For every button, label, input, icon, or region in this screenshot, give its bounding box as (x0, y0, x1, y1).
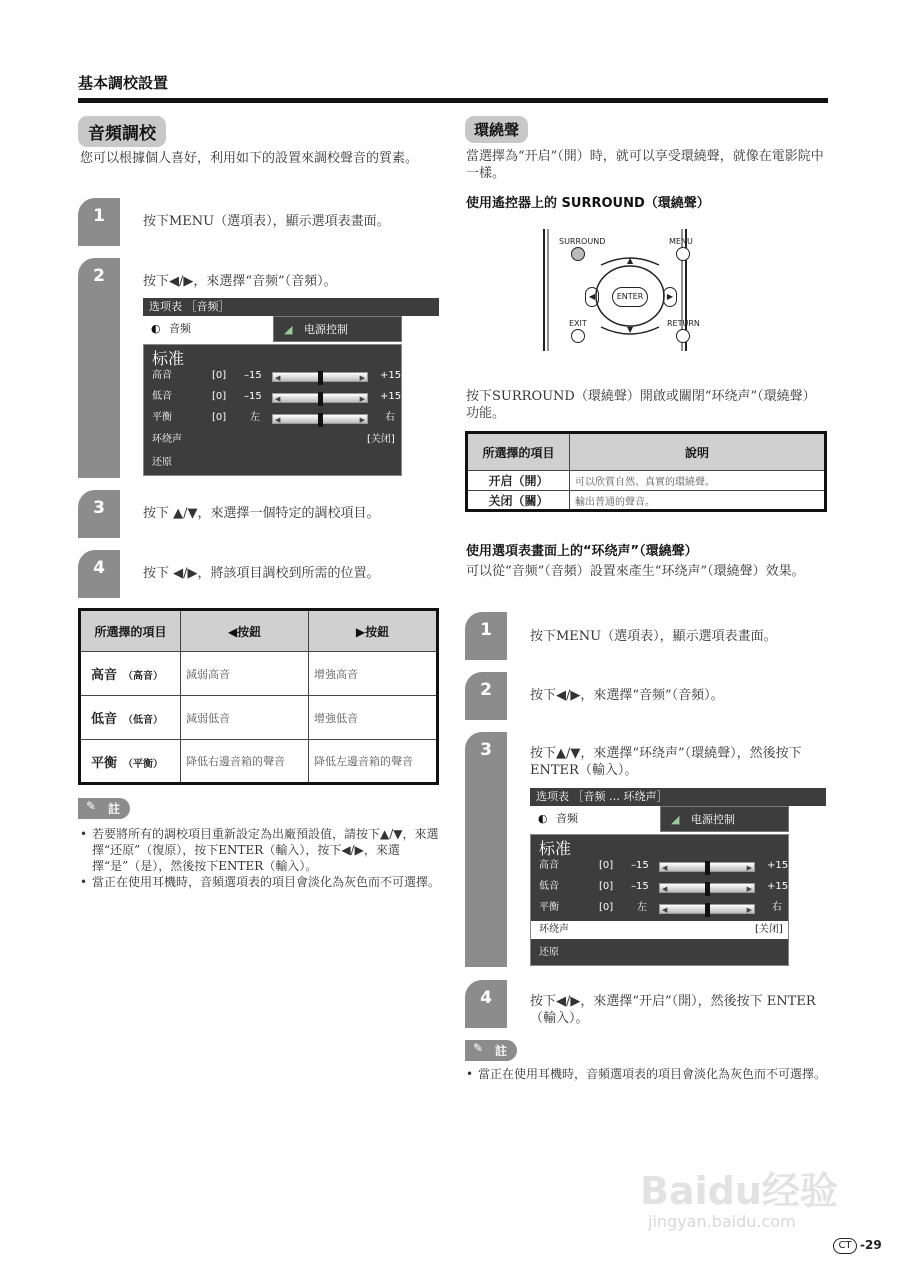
menu-header: 选项表 ［音频］ (143, 298, 439, 316)
note-icon: ✎ (86, 799, 97, 813)
down-arrow-icon[interactable]: ▼ (627, 325, 634, 334)
row-max: +15 (380, 370, 402, 381)
menu-button-label: MENU (669, 237, 693, 246)
step-text: 按下◀/▶，來選擇“音频”（音頻）。 (530, 688, 724, 703)
step-bar (465, 612, 507, 660)
list-item: • 當正在使用耳機時，音頻選項表的項目會淡化為灰色而不可選擇。 (466, 1067, 827, 1081)
row-value: [0] (212, 412, 227, 423)
menu-body (530, 834, 789, 966)
speaker-icon: ◐ (151, 322, 161, 335)
step-bar (78, 258, 120, 478)
section-title-audio: 音頻調校 (78, 116, 166, 147)
row-label: 高音 (152, 370, 172, 381)
row-label: 低音 (539, 881, 559, 892)
cell-left: 減弱高音 (181, 652, 309, 696)
row-label: 还原 (152, 457, 172, 468)
slider-knob[interactable] (705, 903, 710, 917)
arrow-left-icon: ◀ (662, 906, 668, 914)
exit-button[interactable] (571, 329, 585, 343)
table-row (467, 471, 826, 491)
left-arrow-icon[interactable]: ◀ (585, 287, 599, 307)
row-max: +15 (380, 391, 402, 402)
table-header: ▶按鈕 (309, 610, 438, 652)
arrow-left-icon: ◀ (662, 885, 668, 893)
row-value: [0] (212, 370, 227, 381)
cell-sub: （高音） (123, 671, 164, 682)
surround-intro: 當選擇為“开启”（開）時，就可以享受環繞聲，就像在電影院中一樣。 (466, 149, 824, 181)
step-number: 2 (480, 680, 492, 700)
tab-sound-label: 音频 (556, 812, 578, 825)
cell-right: 增強高音 (309, 652, 438, 696)
note-text: 若要將所有的調校項目重新設定為出廠預設值，請按下▲/▼，來選擇“还原”（復原），按下ENTER（輸入），按下◀/▶，來選擇“是”（是），然後按下ENTER（輸入）。 (92, 827, 439, 873)
row-min: –15 (631, 860, 649, 871)
row-max: +15 (767, 860, 789, 871)
audio-adjust-table (78, 608, 439, 785)
table-header: 所選擇的項目 (467, 433, 570, 471)
arrow-left-icon: ◀ (275, 416, 281, 424)
menu-row-reset[interactable] (539, 945, 784, 961)
row-value: [关闭] (367, 434, 395, 445)
cell-left: 減弱低音 (181, 696, 309, 740)
menu-row-treble[interactable] (539, 858, 789, 874)
tab-power[interactable] (273, 316, 402, 342)
tab-power[interactable] (660, 806, 789, 832)
row-value: [0] (599, 902, 614, 913)
slider-knob[interactable] (705, 882, 710, 896)
arrow-left-icon: ◀ (275, 395, 281, 403)
slider-knob[interactable] (705, 861, 710, 875)
cell-item: 低音 (91, 712, 118, 727)
step-number: 3 (480, 740, 492, 760)
list-item: • 當正在使用耳機時，音頻選項表的項目會淡化為灰色而不可選擇。 (80, 875, 441, 889)
row-min: –15 (631, 881, 649, 892)
menu-header: 选项表 ［音频 … 环绕声］ (530, 788, 826, 806)
up-arrow-icon[interactable]: ▲ (627, 256, 634, 265)
subheading-menu: 使用選項表畫面上的“环绕声”（環繞聲） (466, 544, 698, 559)
row-label: 环绕声 (539, 924, 569, 935)
speaker-icon: ◐ (538, 812, 548, 825)
note-text: 當正在使用耳機時，音頻選項表的項目會淡化為灰色而不可選擇。 (92, 875, 441, 889)
row-max: +15 (767, 881, 789, 892)
page-header-title: 基本調校設置 (78, 74, 169, 92)
slider[interactable] (272, 372, 368, 382)
slider[interactable] (659, 883, 755, 893)
row-max: 右 (385, 412, 395, 423)
table-header: 說明 (570, 433, 826, 471)
step-bar (78, 198, 120, 246)
step-number: 4 (93, 558, 105, 578)
leaf-icon: ◢ (671, 813, 680, 826)
menu-screen (143, 298, 439, 478)
page-number: -29 (860, 1238, 882, 1252)
surround-menu-para: 可以從“音频”（音頻）設置來產生“环绕声”（環繞聲）效果。 (466, 564, 805, 579)
menu-row-bass[interactable] (539, 879, 789, 895)
note-label: 註 (495, 1044, 508, 1058)
note-icon: ✎ (473, 1041, 484, 1055)
surround-remote-para: 按下SURROUND（環繞聲）開啟或關閉“环绕声”（環繞聲）功能。 (466, 389, 816, 421)
step-text: 按下 ◀/▶，將該項目調校到所需的位置。 (143, 566, 380, 581)
cell-item: 关闭（關） (467, 491, 570, 511)
cell-sub: （低音） (123, 715, 164, 726)
slider[interactable] (272, 414, 368, 424)
row-min: 左 (250, 412, 260, 423)
section-title-surround: 環繞聲 (465, 116, 528, 143)
surround-button[interactable] (571, 247, 585, 261)
cell-right: 增強低音 (309, 696, 438, 740)
row-label: 高音 (539, 860, 559, 871)
menu-body (143, 344, 402, 476)
row-label: 低音 (152, 391, 172, 402)
row-value: [关闭] (755, 924, 783, 935)
step-text: 按下◀/▶，來選擇“音频”（音頻）。 (143, 274, 337, 289)
step-bar (78, 550, 120, 598)
menu-row-bass[interactable] (152, 389, 402, 405)
slider-knob[interactable] (318, 413, 323, 427)
header-rule (78, 98, 828, 103)
cell-sub: （平衡） (123, 758, 164, 770)
note-text: 當正在使用耳機時，音頻選項表的項目會淡化為灰色而不可選擇。 (478, 1067, 827, 1081)
arrow-right-icon: ▶ (359, 374, 365, 382)
cell-right: 降低左邊音箱的聲音 (309, 740, 438, 784)
table-row (80, 740, 438, 784)
cell-item: 开启（開） (467, 471, 570, 491)
note-label: 註 (108, 802, 121, 816)
language-badge: CT (833, 1238, 857, 1254)
table-header: ◀按鈕 (181, 610, 309, 652)
row-min: –15 (244, 370, 262, 381)
exit-button-label: EXIT (569, 319, 587, 328)
step-text: 按下MENU（選項表），顯示選項表畫面。 (143, 214, 390, 229)
subheading-remote: 使用遙控器上的 SURROUND（環繞聲） (466, 196, 710, 211)
tab-sound[interactable] (143, 316, 273, 342)
arrow-right-icon: ▶ (746, 906, 752, 914)
surround-button-label: SURROUND (559, 237, 606, 246)
menu-tabs (530, 806, 789, 832)
menu-row-balance[interactable] (152, 410, 397, 426)
enter-button[interactable]: ENTER (612, 287, 648, 307)
row-value: [0] (212, 391, 227, 402)
menu-screen (530, 788, 826, 968)
arrow-left-icon: ◀ (275, 374, 281, 382)
remote-illustration (541, 229, 700, 351)
row-value: [0] (599, 881, 614, 892)
audio-intro: 您可以根據個人喜好，利用如下的設置來調校聲音的質素。 (80, 151, 419, 166)
row-max: 右 (772, 902, 782, 913)
cell-desc: 可以欣賞自然、真實的環繞聲。 (570, 471, 826, 491)
note-badge (465, 1040, 517, 1061)
tab-power-label: 电源控制 (304, 323, 348, 336)
note-list (466, 1066, 828, 1082)
menu-row-reset[interactable] (152, 455, 397, 471)
menu-row-surround[interactable] (152, 432, 397, 448)
step-text: 按下◀/▶，來選擇“开启”（開），然後按下 ENTER（輸入）。 (530, 994, 816, 1026)
arrow-right-icon: ▶ (746, 864, 752, 872)
arrow-left-icon: ◀ (662, 864, 668, 872)
cell-left: 降低右邊音箱的聲音 (181, 740, 309, 784)
step-bar (465, 732, 507, 967)
watermark-url: jingyan.baidu.com (648, 1212, 796, 1231)
right-arrow-icon[interactable]: ▶ (663, 287, 677, 307)
step-number: 1 (93, 206, 105, 226)
menu-preset: 标准 (539, 839, 572, 858)
tab-power-label: 电源控制 (691, 813, 735, 826)
cell-item: 高音 (91, 668, 118, 683)
step-number: 2 (93, 266, 105, 286)
row-value: [0] (599, 860, 614, 871)
tab-sound-label: 音频 (169, 322, 191, 335)
watermark-logo: Baidu经验 (640, 1169, 838, 1213)
table-header: 所選擇的項目 (80, 610, 181, 652)
step-number: 4 (480, 988, 492, 1008)
tab-sound[interactable] (530, 806, 660, 832)
menu-preset: 标准 (152, 349, 185, 368)
step-bar (465, 672, 507, 720)
table-row (80, 696, 438, 740)
step-bar (78, 490, 120, 538)
row-label: 环绕声 (152, 434, 182, 445)
menu-tabs (143, 316, 402, 342)
return-button[interactable] (676, 329, 690, 343)
surround-table (465, 431, 827, 512)
step-text: 按下MENU（選項表），顯示選項表畫面。 (530, 629, 777, 644)
arrow-right-icon: ▶ (359, 416, 365, 424)
note-badge (78, 798, 130, 819)
row-min: –15 (244, 391, 262, 402)
table-row (467, 491, 826, 511)
row-label: 平衡 (539, 902, 559, 913)
cell-desc: 輸出普通的聲音。 (570, 491, 826, 511)
menu-row-balance[interactable] (539, 900, 784, 916)
return-button-label: RETURN (667, 319, 700, 328)
step-text: 按下▲/▼，來選擇“环绕声”（環繞聲），然後按下ENTER（輸入）。 (530, 746, 802, 778)
slider[interactable] (659, 904, 755, 914)
row-min: 左 (637, 902, 647, 913)
arrow-right-icon: ▶ (359, 395, 365, 403)
note-list (80, 826, 440, 890)
menu-button[interactable] (676, 247, 690, 261)
slider[interactable] (659, 862, 755, 872)
menu-row-treble[interactable] (152, 368, 402, 384)
step-number: 1 (480, 620, 492, 640)
list-item: • 若要將所有的調校項目重新設定為出廠預設值，請按下▲/▼，來選擇“还原”（復原），按下ENTER（輸入），按下◀/▶，來選擇“是”（是），然後按下ENTER（輸入）。 (80, 827, 439, 873)
arrow-right-icon: ▶ (746, 885, 752, 893)
menu-row-surround-selected[interactable] (531, 921, 788, 939)
row-label: 还原 (539, 947, 559, 958)
row-label: 平衡 (152, 412, 172, 423)
table-row (80, 652, 438, 696)
step-bar (465, 980, 507, 1028)
cell-item: 平衡 (91, 755, 118, 771)
slider[interactable] (272, 393, 368, 403)
step-number: 3 (93, 498, 105, 518)
slider-knob[interactable] (318, 392, 323, 406)
step-text: 按下 ▲/▼，來選擇一個特定的調校項目。 (143, 506, 380, 521)
leaf-icon: ◢ (284, 323, 293, 336)
slider-knob[interactable] (318, 371, 323, 385)
